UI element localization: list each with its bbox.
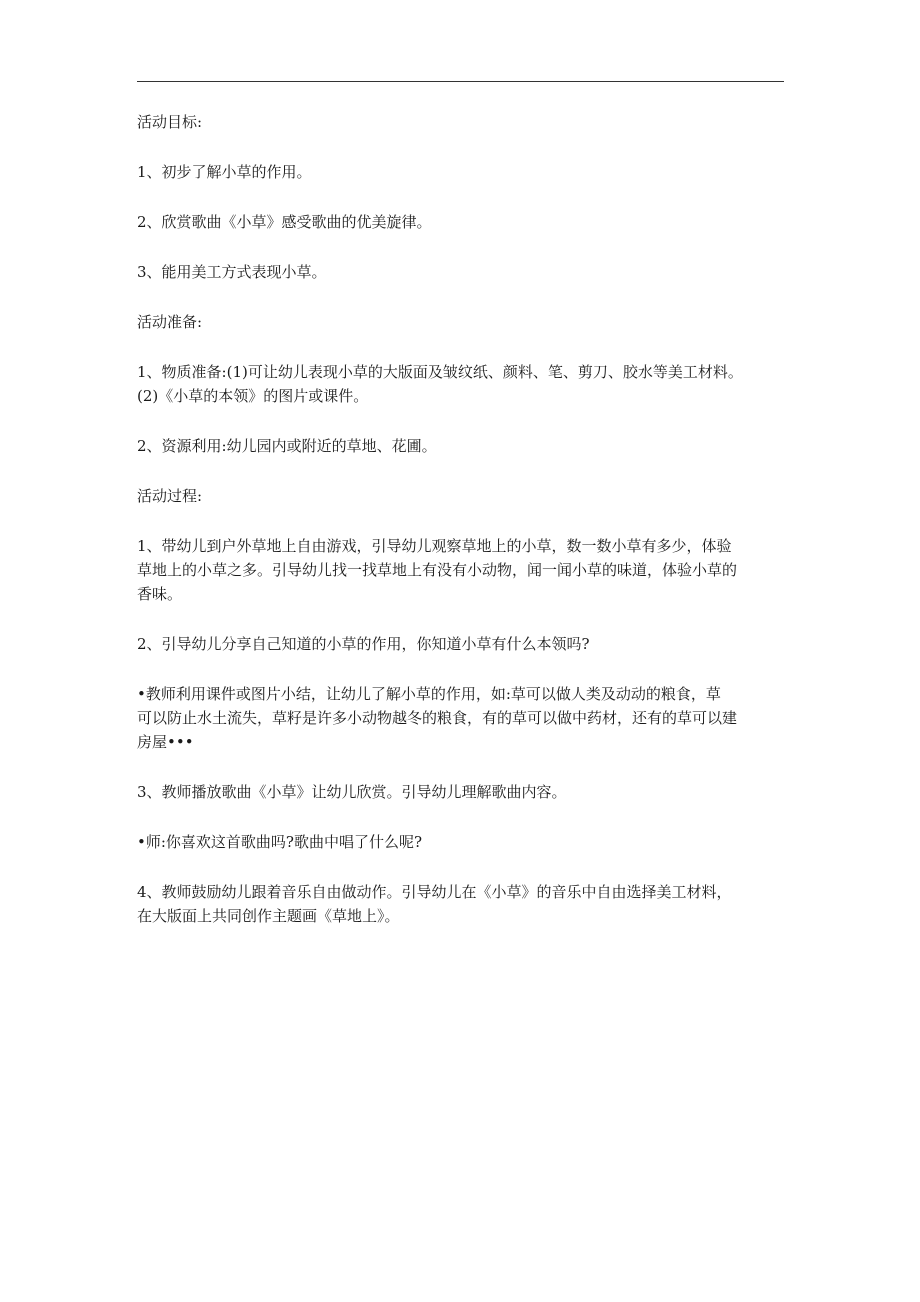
process-item-2-note-line-2: 可以防止水土流失，草籽是许多小动物越冬的粮食，有的草可以做中药材，还有的草可以建: [137, 709, 738, 727]
heading-process: 活动过程:: [137, 487, 203, 505]
process-item-1: [137, 534, 789, 606]
process-item-1-line-1: 1、带幼儿到户外草地上自由游戏，引导幼儿观察草地上的小草，数一数小草有多少，体验: [137, 537, 732, 555]
goal-item-1: 1、初步了解小草的作用。: [137, 163, 312, 181]
document-body: [137, 110, 789, 954]
process-item-3-note: •师:你喜欢这首歌曲吗?歌曲中唱了什么呢?: [137, 833, 422, 851]
prep-item-1-line-2: (2)《小草的本领》的图片或课件。: [137, 387, 369, 405]
goal-item-3: 3、能用美工方式表现小草。: [137, 263, 327, 281]
process-item-1-line-2: 草地上的小草之多。引导幼儿找一找草地上有没有小动物，闻一闻小草的味道，体验小草的: [137, 561, 738, 579]
process-item-4-line-2: 在大版面上共同创作主题画《草地上》。: [137, 907, 400, 925]
process-item-2-note-line-1: •教师利用课件或图片小结，让幼儿了解小草的作用，如:草可以做人类及动动的粮食，草: [137, 685, 721, 703]
process-item-2-note-line-3: 房屋•••: [137, 733, 194, 751]
process-item-2: 2、引导幼儿分享自己知道的小草的作用，你知道小草有什么本领吗?: [137, 635, 590, 653]
process-item-1-line-3: 香味。: [137, 585, 183, 603]
goal-item-2: 2、欣赏歌曲《小草》感受歌曲的优美旋律。: [137, 213, 432, 231]
header-rule: [137, 81, 784, 82]
process-item-2-note: [137, 682, 789, 754]
prep-item-1-line-1: 1、物质准备:(1)可让幼儿表现小草的大版面及皱纹纸、颜料、笔、剪刀、胶水等美工材料。: [137, 363, 743, 381]
heading-prep: 活动准备:: [137, 313, 203, 331]
prep-item-1: [137, 360, 789, 408]
heading-goals: 活动目标:: [137, 113, 203, 131]
process-item-4-line-1: 4、教师鼓励幼儿跟着音乐自由做动作。引导幼儿在《小草》的音乐中自由选择美工材料，: [137, 883, 732, 901]
process-item-4: [137, 880, 789, 928]
prep-item-2: 2、资源利用:幼儿园内或附近的草地、花圃。: [137, 437, 437, 455]
process-item-3: 3、教师播放歌曲《小草》让幼儿欣赏。引导幼儿理解歌曲内容。: [137, 783, 567, 801]
